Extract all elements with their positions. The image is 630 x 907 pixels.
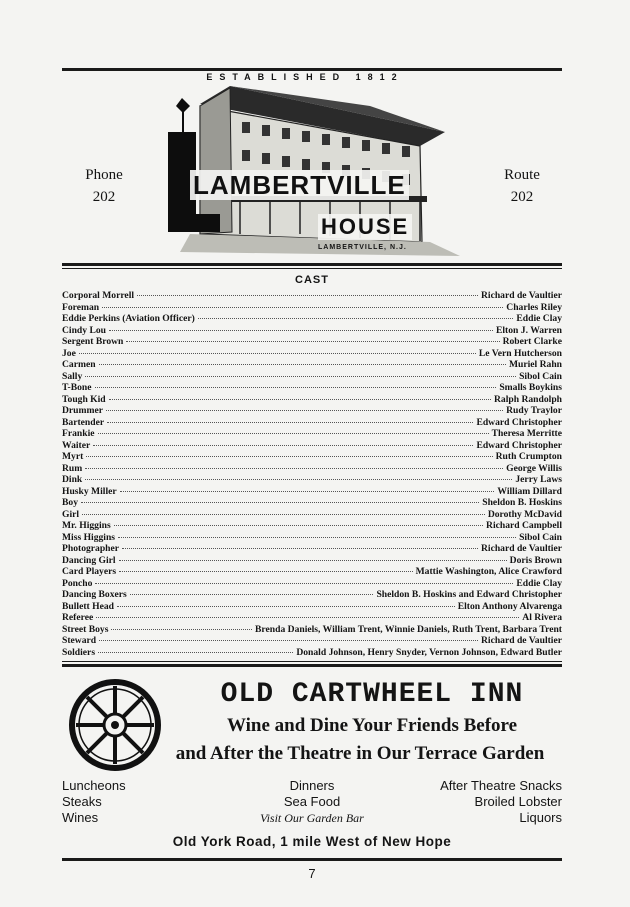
cast-actor: Elton Anthony Alvarenga [457, 600, 562, 612]
dot-leader [98, 433, 489, 434]
cast-actor: Sheldon B. Hoskins [482, 497, 562, 508]
cast-role: Soldiers [62, 646, 96, 658]
hotel-location: LAMBERTVILLE, N.J. [318, 244, 407, 251]
dot-leader [99, 364, 506, 365]
cast-row [62, 635, 562, 647]
cast-row [62, 589, 562, 601]
cast-list [62, 290, 562, 658]
dot-leader [86, 456, 492, 457]
dot-leader [120, 491, 495, 492]
dot-leader [130, 594, 374, 595]
cast-row [62, 555, 562, 567]
cast-actor: Theresa Merritte [491, 428, 562, 439]
route-number: 202 [510, 189, 534, 205]
menu-item: Luncheons [62, 778, 126, 793]
dot-leader [106, 410, 503, 411]
menu-item: After Theatre Snacks [440, 778, 562, 793]
dot-leader [93, 445, 473, 446]
cast-row [62, 601, 562, 613]
route-label: Route [504, 167, 540, 183]
inn-menu-left [62, 778, 212, 826]
inn-menu-middle [232, 778, 392, 826]
cast-actor: Al Rivera [522, 612, 562, 623]
inn-tagline-1: Wine and Dine Your Friends Before [226, 715, 518, 736]
dot-leader [118, 537, 516, 538]
cast-actor: Charles Riley [506, 301, 562, 313]
cast-row [62, 405, 562, 417]
dot-leader [82, 514, 485, 515]
cast-role: Foreman [62, 301, 100, 313]
cast-row [62, 543, 562, 555]
cast-actor: Jerry Laws [515, 474, 562, 485]
dot-leader [119, 571, 413, 572]
hotel-name: LAMBERTVILLE [190, 170, 409, 200]
cast-row [62, 612, 562, 624]
cast-row [62, 497, 562, 509]
cast-role: T-Bone [62, 382, 92, 393]
menu-item: Sea Food [283, 794, 341, 809]
cast-actor: Edward Christopher [476, 439, 562, 451]
cast-actor: Smalls Boykins [499, 382, 562, 393]
cast-role: Poncho [62, 577, 93, 589]
cast-actor: Edward Christopher [476, 416, 562, 428]
cast-heading: CAST [295, 274, 329, 286]
dot-leader [85, 468, 503, 469]
phone-number: 202 [92, 189, 116, 205]
menu-item: Wines [62, 810, 99, 825]
route-block [482, 164, 562, 208]
dot-leader [79, 353, 476, 354]
cast-actor: Robert Clarke [502, 336, 562, 347]
footer-rule [62, 858, 562, 861]
cast-bottom-rule [62, 664, 562, 667]
dot-leader [95, 387, 497, 388]
cast-row [62, 566, 562, 578]
cast-row [62, 382, 562, 394]
cast-role: Bullett Head [62, 600, 114, 612]
phone-block [64, 164, 144, 208]
cast-row [62, 474, 562, 486]
cast-row [62, 325, 562, 337]
cast-role: Myrt [62, 451, 84, 462]
cast-role: Dink [62, 474, 83, 485]
cast-role: Boy [62, 497, 78, 508]
cast-actor: Richard de Vaultier [480, 543, 562, 554]
cast-role: Photographer [62, 543, 120, 554]
dot-leader [99, 640, 478, 641]
header-bottom-rule [62, 263, 562, 266]
cast-row [62, 624, 562, 636]
cast-actor: Brenda Daniels, William Trent, Winnie Daniels, Ruth Trent, Barbara Trent [255, 623, 562, 635]
dot-leader [95, 583, 513, 584]
dot-leader [107, 422, 473, 423]
cast-row [62, 647, 562, 659]
dot-leader [111, 629, 252, 630]
cast-row [62, 532, 562, 544]
cast-role: Husky Miller [62, 485, 117, 497]
cast-row [62, 371, 562, 383]
cast-role: Eddie Perkins (Aviation Officer) [62, 313, 195, 324]
dot-leader [109, 330, 493, 331]
cast-row [62, 336, 562, 348]
cast-row [62, 302, 562, 314]
cast-role: Card Players [62, 566, 117, 577]
cast-role: Drummer [62, 405, 104, 416]
cast-role: Cindy Lou [62, 324, 106, 336]
cast-role: Sergent Brown [62, 336, 124, 347]
cast-actor: Donald Johnson, Henry Snyder, Vernon Johnson, Edward Butler [296, 646, 562, 658]
cast-actor: Richard de Vaultier [480, 635, 562, 646]
dot-leader [198, 318, 514, 319]
cast-row [62, 463, 562, 475]
cast-row [62, 290, 562, 302]
cast-row [62, 417, 562, 429]
dot-leader [119, 560, 507, 561]
cast-actor: Rudy Traylor [506, 405, 562, 416]
cast-row [62, 348, 562, 360]
cast-actor: Ralph Randolph [494, 393, 562, 405]
cast-role: Miss Higgins [62, 531, 116, 543]
cast-actor: Sibol Cain [519, 531, 562, 543]
cast-role: Street Boys [62, 623, 109, 635]
cast-actor: Sibol Cain [519, 370, 562, 382]
dot-leader [109, 399, 491, 400]
cast-role: Bartender [62, 416, 105, 428]
cast-role: Rum [62, 462, 83, 474]
inn-address: Old York Road, 1 mile West of New Hope [172, 834, 452, 849]
dot-leader [137, 295, 478, 296]
cast-actor: Eddie Clay [516, 577, 562, 589]
dot-leader [126, 341, 499, 342]
garden-bar-text: Visit Our Garden Bar [260, 811, 364, 825]
cartwheel-icon [68, 678, 162, 772]
cast-actor: Dorothy McDavid [487, 508, 562, 520]
cast-role: Waiter [62, 439, 91, 451]
cast-role: Sally [62, 370, 83, 382]
cast-actor: Ruth Crumpton [495, 451, 562, 462]
dot-leader [81, 502, 479, 503]
cast-bottom-rule-thin [62, 661, 562, 662]
menu-item: Liquors [519, 810, 562, 825]
cast-row [62, 440, 562, 452]
cast-row [62, 509, 562, 521]
cast-role: Corporal Morrell [62, 290, 135, 301]
cast-row [62, 428, 562, 440]
cast-role: Dancing Girl [62, 554, 116, 566]
cast-actor: George Willis [506, 462, 562, 474]
cast-role: Referee [62, 612, 94, 623]
cast-row [62, 313, 562, 325]
inn-tagline-2: and After the Theatre in Our Terrace Garden [175, 743, 545, 764]
dot-leader [114, 525, 483, 526]
cast-row [62, 394, 562, 406]
cast-role: Steward [62, 635, 97, 646]
cast-actor: Richard Campbell [486, 520, 562, 531]
cast-actor: Muriel Rahn [508, 359, 562, 370]
cast-row [62, 451, 562, 463]
page-number: 7 [308, 866, 316, 881]
cast-role: Frankie [62, 428, 95, 439]
cast-role: Carmen [62, 359, 96, 370]
cast-actor: Richard de Vaultier [480, 290, 562, 301]
cast-row [62, 520, 562, 532]
cast-role: Girl [62, 508, 80, 520]
cast-role: Dancing Boxers [62, 589, 127, 600]
cast-actor: William Dillard [497, 485, 562, 497]
dot-leader [117, 606, 455, 607]
top-rule [62, 68, 562, 71]
cast-role: Tough Kid [62, 393, 106, 405]
cast-actor: Sheldon B. Hoskins and Edward Christopher [376, 589, 562, 600]
inn-menu-right [402, 778, 562, 826]
cast-actor: Eddie Clay [516, 313, 562, 324]
phone-label: Phone [85, 167, 123, 183]
hotel-name-house: HOUSE [318, 214, 412, 240]
menu-item: Steaks [62, 794, 102, 809]
cast-row [62, 359, 562, 371]
cast-actor: Mattie Washington, Alice Crawford [415, 566, 562, 577]
cast-actor: Le Vern Hutcherson [478, 347, 562, 359]
established-text: ESTABLISHED 1812 [206, 72, 404, 82]
dot-leader [102, 307, 503, 308]
cast-role: Joe [62, 347, 76, 359]
dot-leader [85, 376, 516, 377]
inn-name: OLD CARTWHEEL INN [220, 679, 524, 710]
menu-item: Dinners [289, 778, 335, 793]
menu-item: Broiled Lobster [474, 794, 562, 809]
cast-role: Mr. Higgins [62, 520, 111, 531]
cast-actor: Elton J. Warren [495, 324, 562, 336]
cast-actor: Doris Brown [509, 554, 562, 566]
cast-row [62, 578, 562, 590]
dot-leader [85, 479, 512, 480]
cast-row [62, 486, 562, 498]
dot-leader [98, 652, 293, 653]
header-bottom-rule-thin [62, 268, 562, 269]
dot-leader [122, 548, 478, 549]
dot-leader [96, 617, 519, 618]
